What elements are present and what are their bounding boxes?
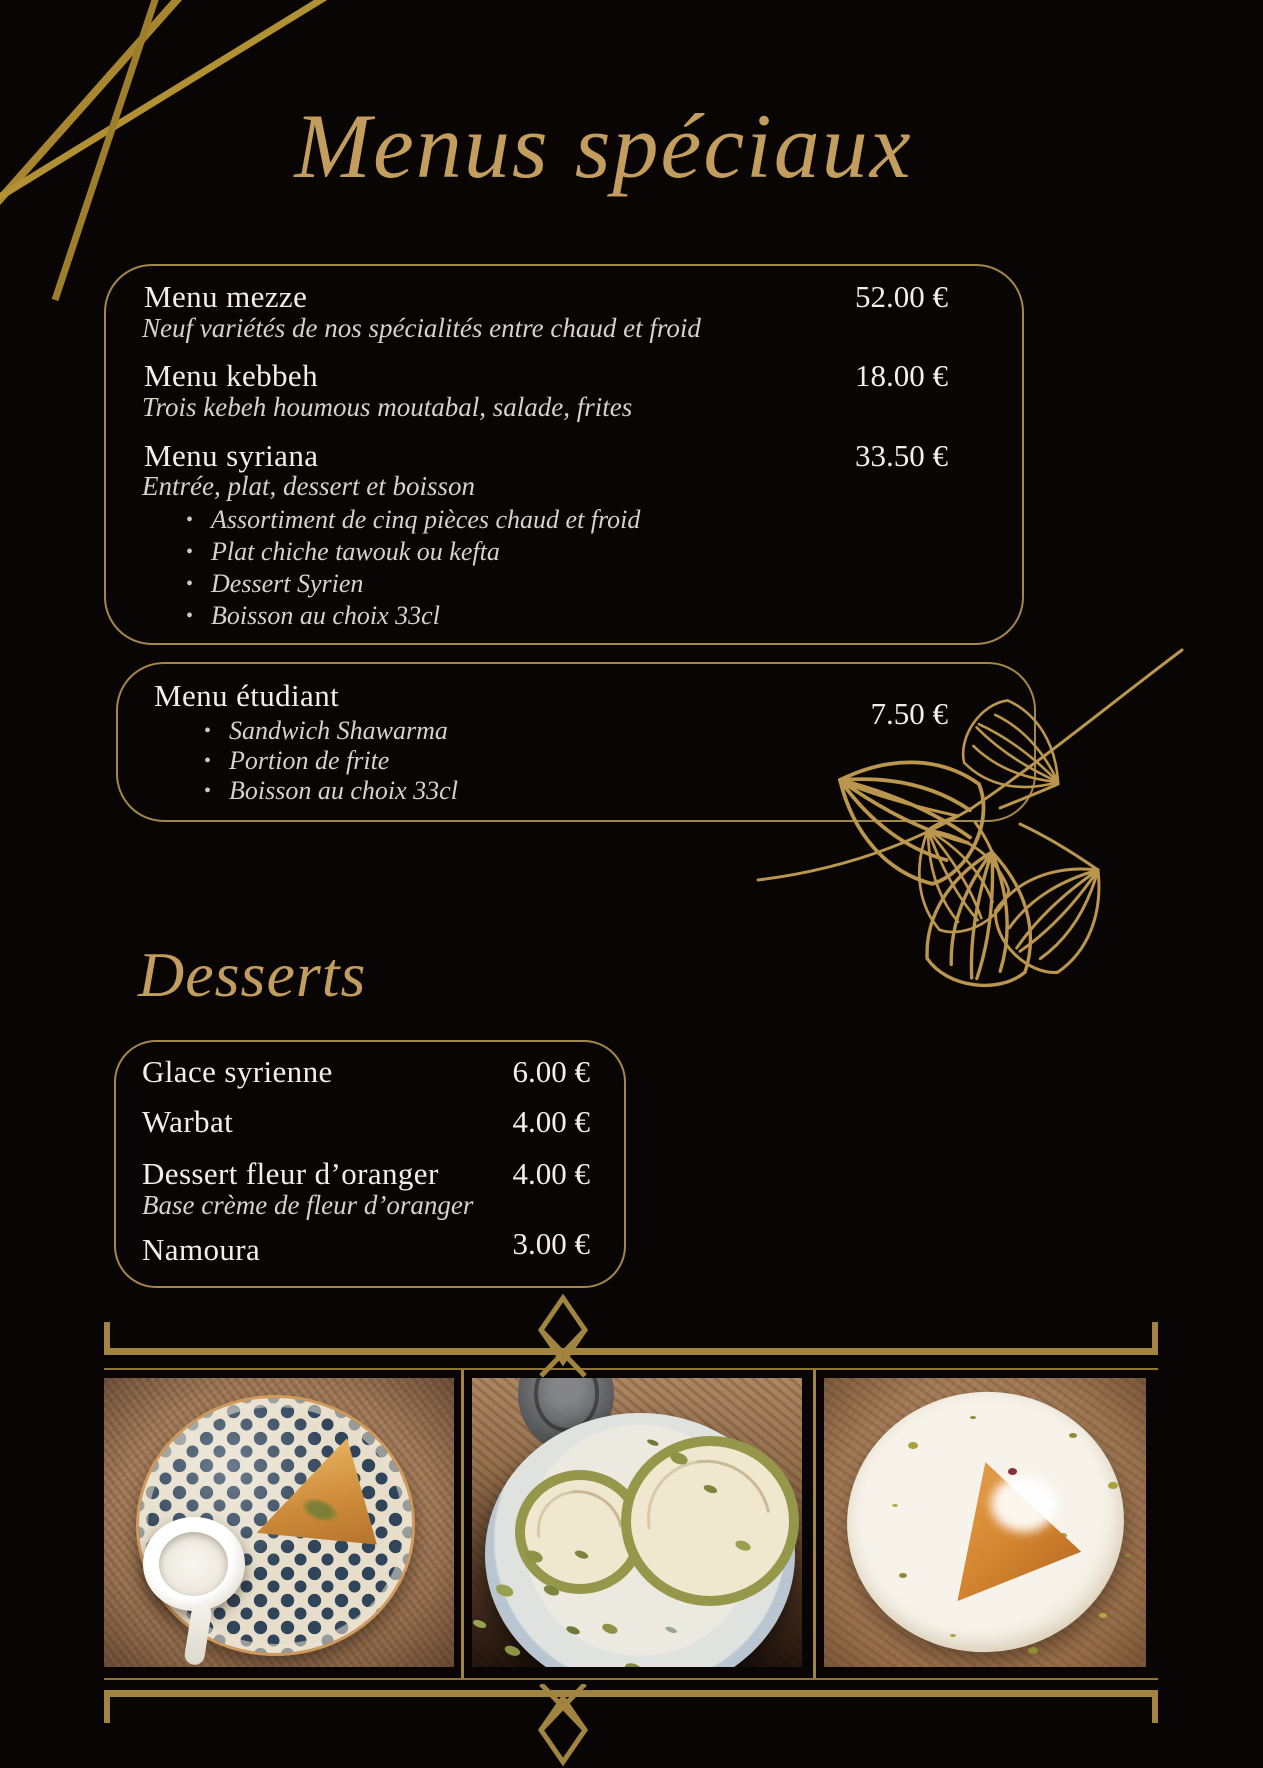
menu-item-row: [142, 1156, 590, 1192]
frame-tick: [1152, 1697, 1158, 1723]
frame-tick: [104, 1322, 110, 1348]
menu-item-name: Namoura: [142, 1232, 261, 1267]
menu-item-bullet: • Dessert Syrien: [186, 569, 363, 599]
floral-branch-illustration: [690, 612, 1190, 1042]
frame-diamond-ornament-bottom: [533, 1684, 593, 1768]
frame-diamond-ornament-top: [533, 1294, 593, 1378]
photo-divider-line: [461, 1370, 464, 1678]
menu-item-bullet: • Portion de frite: [204, 746, 389, 776]
menu-item-name: Warbat: [142, 1104, 234, 1139]
pistachio-cream-rolls-photo: [472, 1378, 802, 1667]
frame-line-bottom: [104, 1678, 1158, 1680]
photo-divider-line: [813, 1370, 816, 1678]
pistachio-crumbs: [908, 1442, 918, 1449]
frame-tick: [1152, 1322, 1158, 1348]
menu-item-row: [144, 358, 948, 394]
menu-item-row: [142, 1226, 590, 1268]
special-menus-box: [104, 264, 1024, 645]
frame-line-top: [104, 1368, 1158, 1370]
menu-item-price: 33.50 €: [855, 438, 948, 473]
menu-item-description: Trois kebeh houmous moutabal, salade, frites: [142, 392, 633, 422]
menu-item-name: Dessert fleur d’oranger: [142, 1156, 439, 1191]
menu-item-bullet: • Sandwich Shawarma: [204, 716, 448, 746]
menu-item-price: 4.00 €: [512, 1104, 590, 1139]
menu-item-bullet: • Boisson au choix 33cl: [204, 776, 458, 806]
desserts-heading: Desserts: [138, 939, 367, 1010]
menu-item-description: Entrée, plat, dessert et boisson: [142, 471, 475, 501]
menu-item-price: 4.00 €: [512, 1156, 590, 1191]
menu-item-name: Menu mezze: [144, 279, 308, 314]
menu-item-price: 6.00 €: [512, 1054, 590, 1089]
baklava-on-patterned-plate-photo: [104, 1378, 454, 1667]
menu-item-description: Neuf variétés de nos spécialités entre chaud et froid: [142, 313, 701, 343]
menu-item-row: [144, 279, 948, 315]
menu-item-bullet: • Assortiment de cinq pièces chaud et froid: [186, 505, 640, 535]
menu-item-name: Menu syriana: [144, 438, 319, 473]
menu-item-bullet: • Plat chiche tawouk ou kefta: [186, 537, 500, 567]
menu-item-name: Glace syrienne: [142, 1054, 333, 1089]
menu-item-row: [142, 1054, 590, 1090]
menu-item-name: Menu kebbeh: [144, 358, 318, 393]
menu-item-price: 52.00 €: [855, 279, 948, 314]
menu-item-name: Menu étudiant: [154, 678, 340, 713]
menu-item-row: [144, 438, 948, 474]
namoura-slice-photo: [824, 1378, 1146, 1667]
cream-saucer: [143, 1517, 245, 1611]
menu-item-description: Base crème de fleur d’oranger: [142, 1190, 474, 1220]
menu-item-bullet: • Boisson au choix 33cl: [186, 601, 440, 631]
rose-petal: [1008, 1468, 1017, 1475]
cream-roll: [621, 1436, 799, 1606]
frame-bar-bottom: [104, 1690, 1158, 1697]
menu-item-price: 7.50 €: [870, 696, 948, 731]
page-title: Menus spéciaux: [294, 95, 913, 197]
frame-tick: [104, 1697, 110, 1723]
desserts-box: [114, 1040, 626, 1288]
frame-bar-top: [104, 1348, 1158, 1355]
menu-item-row: [142, 1104, 590, 1140]
menu-item-price: 3.00 €: [512, 1226, 590, 1261]
menu-item-price: 18.00 €: [855, 358, 948, 393]
